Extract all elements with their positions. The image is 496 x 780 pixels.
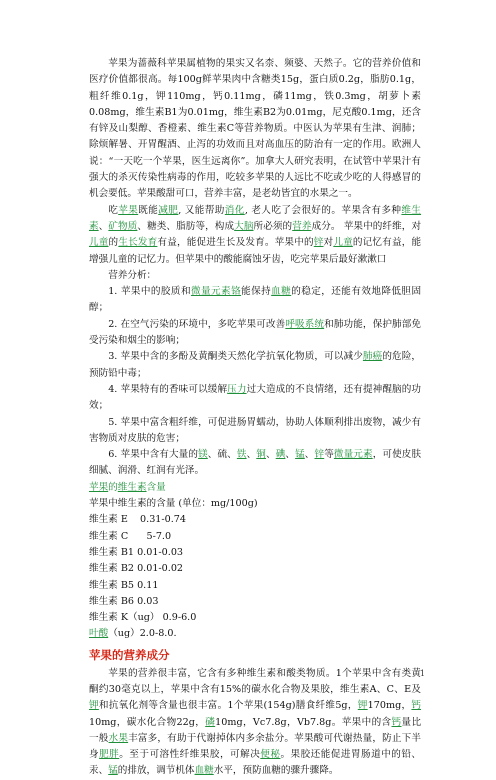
vitamin-name: 维生素 K（ug） <box>89 612 160 624</box>
vitamin-row <box>89 512 421 528</box>
link-magnesium[interactable]: 镁 <box>198 449 208 461</box>
text: 10mg，碳水化合物22g， <box>89 716 206 728</box>
vitamin-name: 维生素 B2 <box>89 563 134 575</box>
text: 、 <box>265 449 276 461</box>
vitamin-name: 维生素 B1 <box>89 546 134 558</box>
intro-paragraph: 苹果为蔷薇科苹果属植物的果实又名柰、频婆、天然子。它的营养价值和医疗价值都很高。每100g鲜苹果肉中含糖类15g，蛋白质0.2g，脂肪0.1g，粗纤维0.1g，钾110mg，钙0.11mg，磷11mg，铁0.3mg，胡萝卜素0.08mg，维生素B1为0.01mg，维生素B2为0.01mg，尼克酸0.1mg，还含有锌及山梨醇、香橙素、维生素C等营养物质。中医认为苹果有生津、润肺；除烦解暑、开胃醒酒、止泻的功效而且对高血压的防治有一定的作用。欧洲人说：“一天吃一个苹果，医生远离你”。加拿大人研究表明，在试管中苹果汁有强大的杀灭传染性病毒的作用，吃较多苹果的人远比不吃或少吃的人得感冒的机会要低。苹果酸甜可口，营养丰富，是老幼皆宜的水果之一。 <box>89 58 421 200</box>
analysis-item-3 <box>89 349 421 382</box>
vitamin-row <box>89 594 421 610</box>
vitamin-row <box>89 610 421 626</box>
link-iodine[interactable]: 碘 <box>275 449 286 461</box>
link-growth[interactable]: 生长发育 <box>118 237 158 249</box>
text: 、糖类、脂肪等，构成 <box>137 220 235 232</box>
vitamin-value: 5-7.0 <box>146 530 172 542</box>
link-manganese[interactable]: 锰 <box>295 449 305 461</box>
analysis-item-5: 5. 苹果中富含粗纤维，可促进肠胃蠕动，协助人体顺利排出废物，减少有害物质对皮肤的危害； <box>89 416 421 444</box>
text: ，可使皮肤细腻、润滑、红润有光泽。 <box>89 449 422 477</box>
text: 、 <box>246 449 257 461</box>
section-title: 苹果的营养成分 <box>89 647 170 662</box>
text: 苹果的营养很丰富，它含有多种维生素和酸类物质。1个苹果中含有类黄酮约30毫克以上，苹果中含有15%的碳水化合物及果胶，维生素A、C、E及 <box>89 667 421 695</box>
text: 1. 苹果中的胶质和 <box>108 286 191 298</box>
link-manganese-2[interactable]: 锰 <box>108 765 118 777</box>
link-children-2[interactable]: 儿童 <box>333 237 353 249</box>
page-number: 1 <box>420 669 426 678</box>
analysis-item-4 <box>89 382 421 415</box>
text: 。果胶还能促进胃肠道中的铅、汞、 <box>89 749 422 777</box>
link-copper[interactable]: 铜 <box>256 449 266 461</box>
link-trace-elements-2[interactable]: 微量元素 <box>333 449 373 461</box>
text: 成分。 苹果中的纤维，对 <box>311 220 422 232</box>
vitamin-heading <box>89 480 421 496</box>
vitamin-name: 维生素 E <box>89 514 128 526</box>
text: 的稳定，还能有效地降低胆固醇； <box>89 286 422 314</box>
link-blood-sugar-2[interactable]: 血糖 <box>194 765 214 777</box>
text: , 又能帮助 <box>178 204 225 216</box>
link-vitamin-2[interactable]: 维生素 <box>117 481 147 493</box>
link-chromium[interactable]: 铬 <box>231 286 242 298</box>
vitamin-name: 维生素 C <box>89 530 129 542</box>
link-trace-elements[interactable]: 微量元素 <box>190 286 232 298</box>
text: 的 <box>108 481 118 493</box>
text: , 老人吃了会很好的。苹果含有多种 <box>244 204 402 216</box>
link-potassium-2[interactable]: 钾 <box>357 700 368 712</box>
text: 过大造成的不良情绪，还有提神醒脑的功效； <box>89 383 422 412</box>
link-weight-loss[interactable]: 减肥 <box>158 204 179 216</box>
link-phosphorus[interactable]: 磷 <box>205 716 216 728</box>
analysis-item-1 <box>89 284 421 317</box>
text: 的危险，预防铅中毒； <box>89 351 422 379</box>
text: 2. 在空气污染的环境中，多吃苹果可改善 <box>108 318 286 330</box>
text: 、 <box>285 449 296 461</box>
text: 、 <box>304 449 315 461</box>
link-obesity[interactable]: 肥胖 <box>99 749 120 761</box>
vitamin-row <box>89 578 421 594</box>
link-blood-sugar[interactable]: 血糖 <box>271 286 292 298</box>
analysis-item-6 <box>89 447 421 480</box>
text: 丰富多，有助于代谢掉体内多余盐分。苹果酸可代谢热量，防止下半身 <box>89 732 422 761</box>
vitamin-value: 0.03 <box>137 595 159 607</box>
vitamin-value: （ug）2.0-8.0. <box>108 628 177 640</box>
vitamin-value: 0.9-6.0 <box>162 612 197 624</box>
link-lung-cancer[interactable]: 肺癌 <box>362 351 383 363</box>
vitamin-value: 0.31-0.74 <box>140 514 187 526</box>
text: 10mg，Vc7.8g，Vb7.8g。苹果中的含 <box>215 716 392 728</box>
analysis-title: 营养分析： <box>108 269 157 281</box>
link-zinc-2[interactable]: 锌 <box>314 449 325 461</box>
link-calcium[interactable]: 钙 <box>411 700 421 712</box>
nutrition-paragraph <box>89 666 421 780</box>
vitamin-row <box>89 626 421 642</box>
vitamin-value: 0.11 <box>137 579 159 591</box>
vitamin-intro: 苹果中维生素的含量 (单位：mg/100g) <box>89 498 258 510</box>
text: 。至于可溶性纤维果胶，可解决 <box>119 749 261 761</box>
link-brain[interactable]: 大脑 <box>234 220 254 232</box>
link-constipation[interactable]: 便秘 <box>260 749 281 761</box>
text: 既能 <box>138 204 159 216</box>
text: 、 <box>98 220 109 232</box>
link-apple[interactable]: 苹果 <box>118 204 139 216</box>
link-calcium-2[interactable]: 钙 <box>391 716 402 728</box>
text: 3. 苹果中含的多酚及黄酮类天然化学抗氧化物质，可以减少 <box>108 351 363 363</box>
link-children[interactable]: 儿童 <box>89 237 109 249</box>
text: 水平，预防血糖的骤升骤降。 <box>213 765 339 777</box>
text: 和肺功能，保护肺部免受污染和烟尘的影响； <box>89 318 422 347</box>
link-potassium[interactable]: 钾 <box>89 700 99 712</box>
link-respiratory[interactable]: 呼吸系统 <box>285 318 325 330</box>
vitamin-name: 维生素 B6 <box>89 595 134 607</box>
link-apple-2[interactable]: 苹果 <box>89 481 109 493</box>
document-body <box>89 56 421 780</box>
link-folic-acid[interactable]: 叶酸 <box>89 628 109 640</box>
text: 有益，能促进生长及发育。苹果中的 <box>157 237 314 249</box>
text: 能保持 <box>241 286 272 298</box>
text: 吃 <box>108 204 119 216</box>
text: 和抗氧化剂等含量也很丰富。1个苹果(154g)膳食纤维5g， <box>98 700 358 712</box>
analysis-item-2 <box>89 317 421 350</box>
text: 4. 苹果特有的香味可以缓解 <box>108 383 228 395</box>
link-iron[interactable]: 铁 <box>236 449 247 461</box>
link-digestion[interactable]: 消化 <box>224 204 245 216</box>
link-stress[interactable]: 压力 <box>227 383 247 395</box>
text: 等 <box>324 449 334 461</box>
benefits-paragraph <box>89 203 421 268</box>
link-nutrition[interactable]: 营养 <box>292 220 312 232</box>
vitamin-row <box>89 529 421 545</box>
text: 所必须的 <box>253 220 293 232</box>
text: 6. 苹果中含有大量的 <box>108 449 199 461</box>
vitamin-value: 0.01-0.03 <box>137 546 184 558</box>
text: 含量 <box>146 481 166 493</box>
link-vitamin[interactable]: 维生素 <box>89 204 422 232</box>
vitamin-row <box>89 561 421 577</box>
vitamin-row <box>89 545 421 561</box>
vitamin-list <box>89 512 421 642</box>
vitamin-name: 维生素 B5 <box>89 579 134 591</box>
text: 量比一般 <box>89 716 422 744</box>
text: 、硫、 <box>207 449 237 461</box>
link-zinc[interactable]: 锌 <box>313 237 324 249</box>
text: 对 <box>323 237 334 249</box>
text: 的排放，调节机体 <box>117 765 195 777</box>
text: 的记忆有益，能增强儿童的记忆力。但苹果中的酸能腐蚀牙齿，吃完苹果后最好漱漱口 <box>89 237 422 265</box>
text: 170mg， <box>367 700 412 712</box>
vitamin-value: 0.01-0.02 <box>137 563 184 575</box>
link-fruit[interactable]: 水果 <box>108 732 129 744</box>
link-minerals[interactable]: 矿物质 <box>108 220 138 232</box>
text: 的 <box>108 237 119 249</box>
